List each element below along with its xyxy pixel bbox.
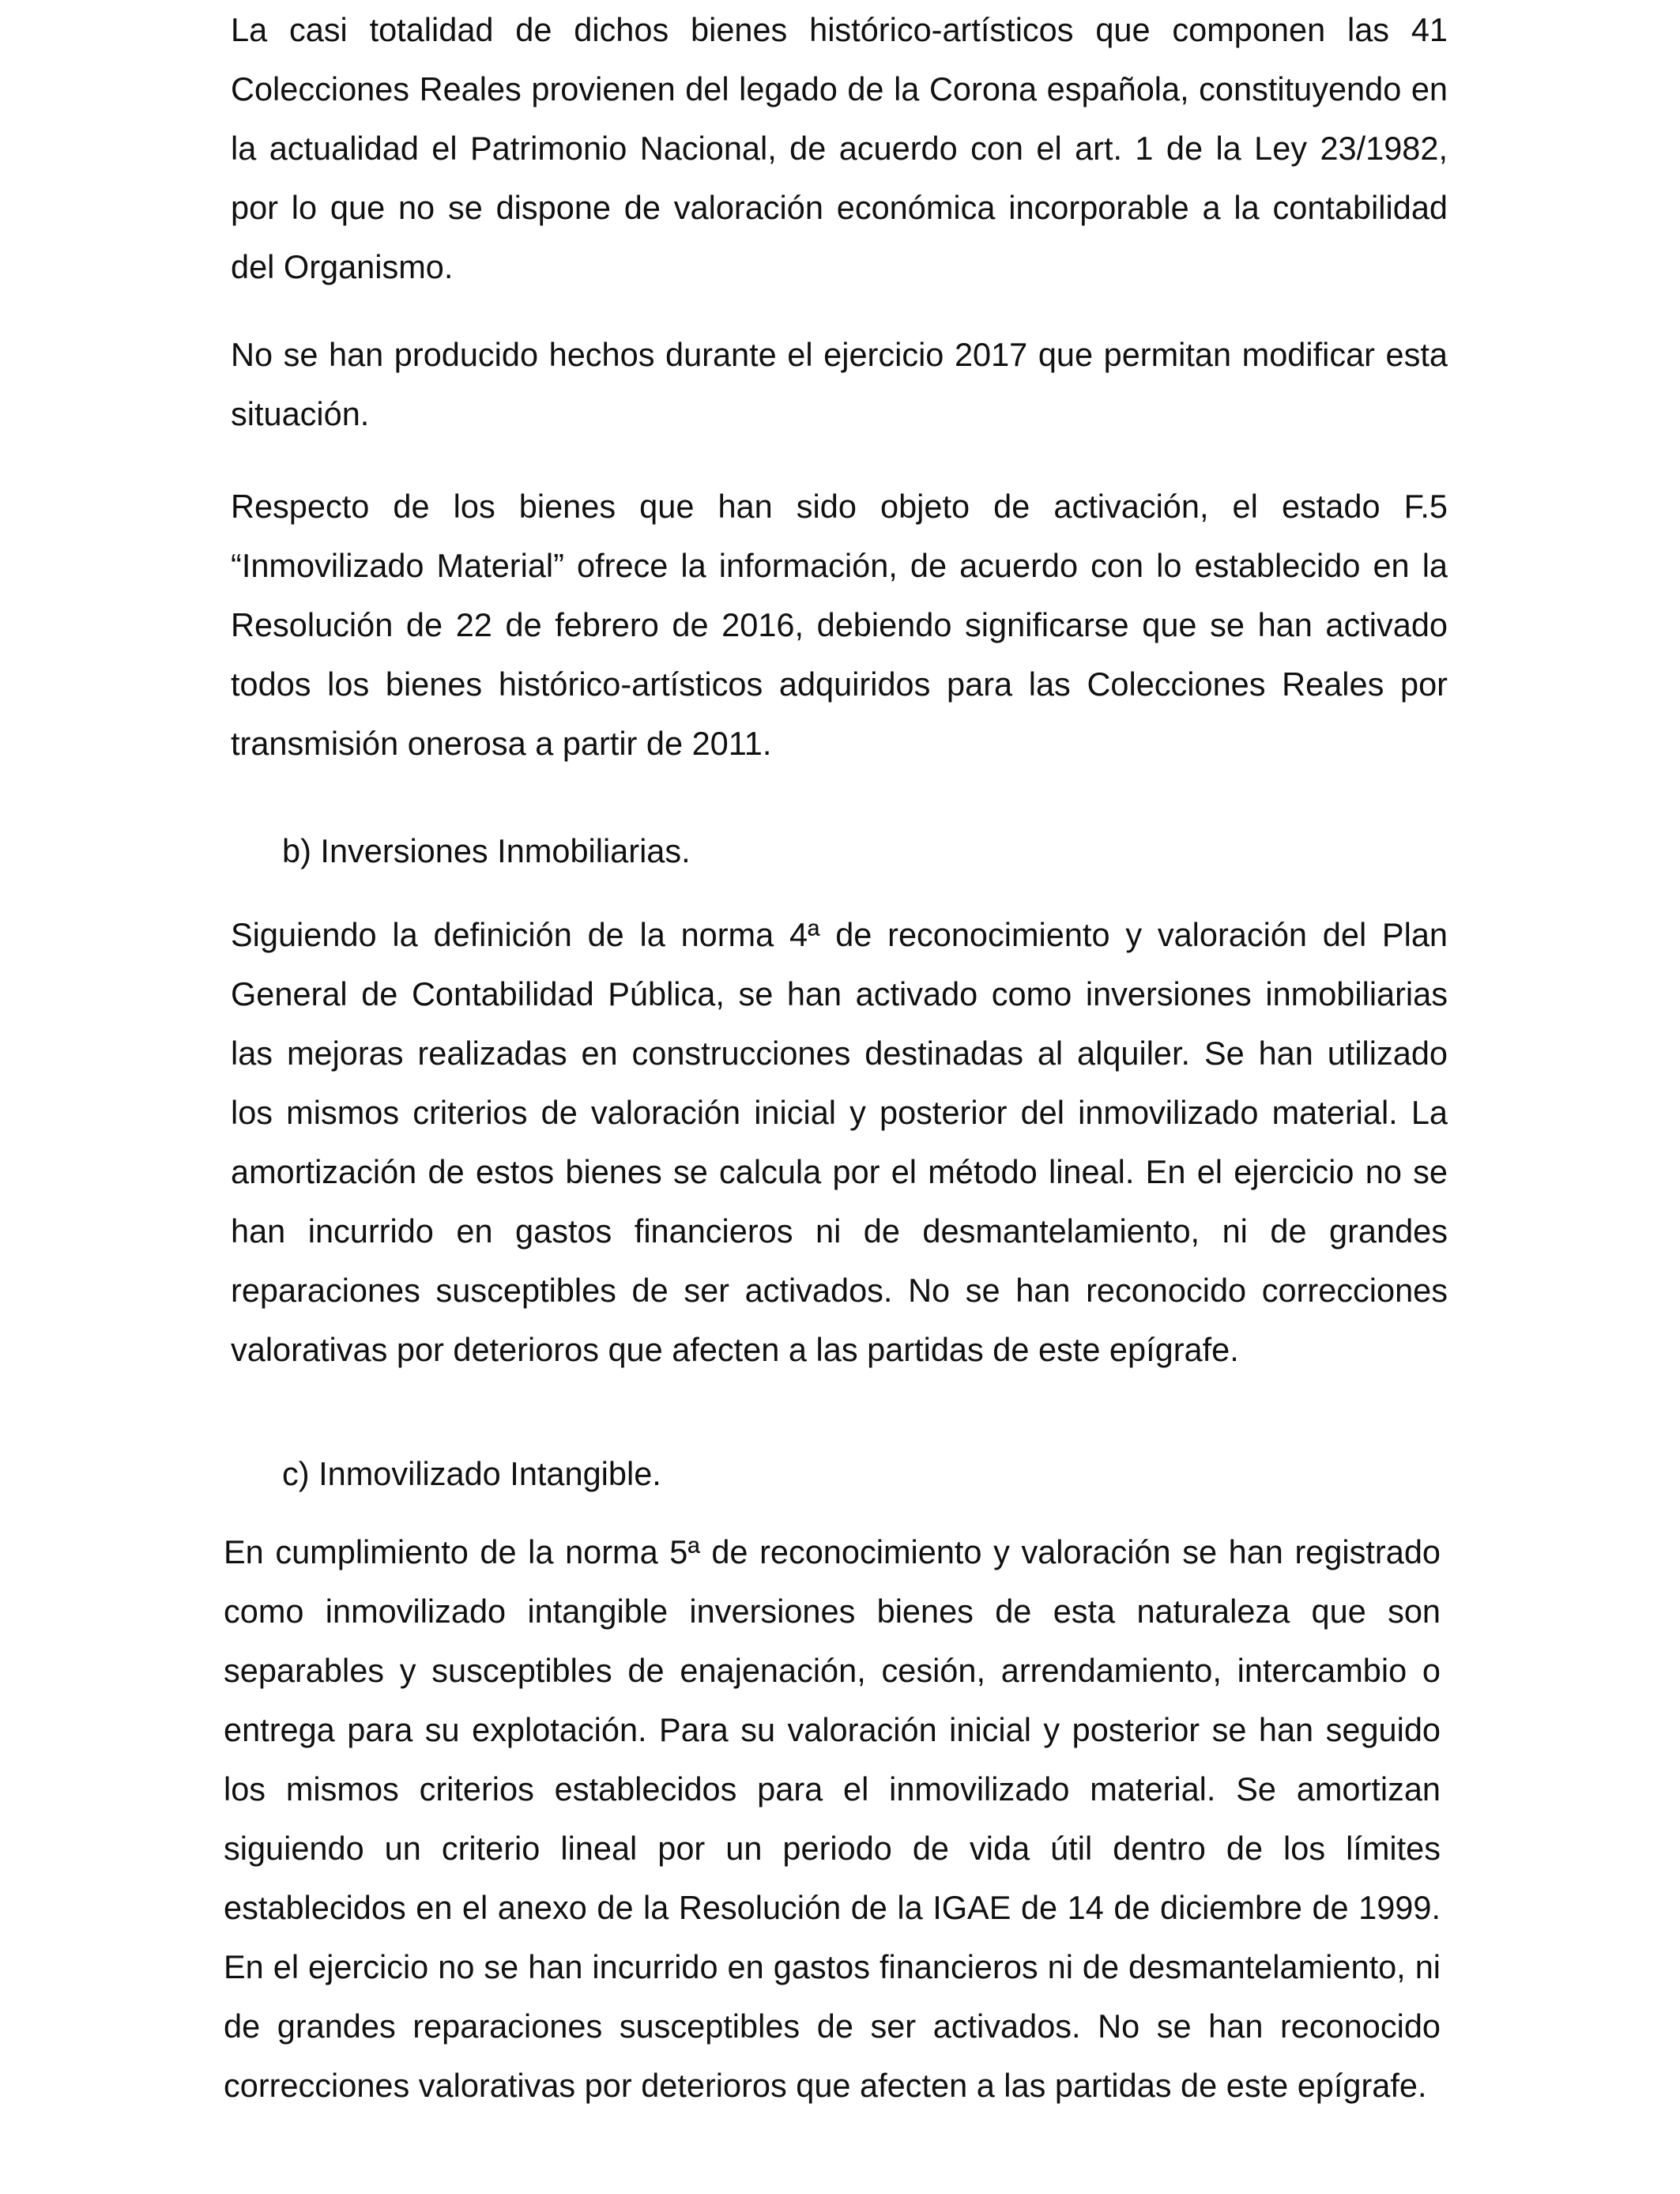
section-heading-inversiones-inmobiliarias: b) Inversiones Inmobiliarias. <box>282 832 691 869</box>
paragraph-colecciones-reales: La casi totalidad de dichos bienes histórico-artísticos que componen las 41 Colecciones Reales provienen del legado de la Corona española, constituyendo en la actualidad el Patrimonio Nacional, de acuerdo con el art. 1 de la Ley 23/1982, por lo que no se dispone de valoración económica incorporable a la contabilidad del Organismo. <box>231 11 1448 285</box>
paragraph-inmovilizado-intangible: En cumplimiento de la norma 5ª de reconocimiento y valoración se han registrado como inmovilizado intangible inversiones bienes de esta naturaleza que son separables y susceptibles de enajenación, cesión, arrendamiento, intercambio o entrega para su explotación. Para su valoración inicial y posterior se han seguido los mismos criterios establecidos para el inmovilizado material. Se amortizan siguiendo un criterio lineal por un periodo de vida útil dentro de los límites establecidos en el anexo de la Resolución de la IGAE de 14 de diciembre de 1999. En el ejercicio no se han incurrido en gastos financieros ni de desmantelamiento, ni de grandes reparaciones susceptibles de ser activados. No se han reconocido correcciones valorativas por deterioros que afecten a las partidas de este epígrafe. <box>224 1533 1441 2104</box>
paragraph-ejercicio-2017: No se han producido hechos durante el ejercicio 2017 que permitan modificar esta situación. <box>231 336 1448 432</box>
paragraph-inversiones-inmobiliarias: Siguiendo la definición de la norma 4ª de reconocimiento y valoración del Plan General de Contabilidad Pública, se han activado como inversiones inmobiliarias las mejoras realizadas en construcciones destinadas al alquiler. Se han utilizado los mismos criterios de valoración inicial y posterior del inmovilizado material. La amortización de estos bienes se calcula por el método lineal. En el ejercicio no se han incurrido en gastos financieros ni de desmantelamiento, ni de grandes reparaciones susceptibles de ser activados. No se han reconocido correcciones valorativas por deterioros que afecten a las partidas de este epígrafe. <box>231 916 1448 1368</box>
paragraph-bienes-activacion: Respecto de los bienes que han sido objeto de activación, el estado F.5 “Inmovilizado Material” ofrece la información, de acuerdo con lo establecido en la Resolución de 22 de febrero de 2016, debiendo significarse que se han activado todos los bienes histórico-artísticos adquiridos para las Colecciones Reales por transmisión onerosa a partir de 2011. <box>231 488 1448 762</box>
section-heading-inmovilizado-intangible: c) Inmovilizado Intangible. <box>282 1455 661 1492</box>
